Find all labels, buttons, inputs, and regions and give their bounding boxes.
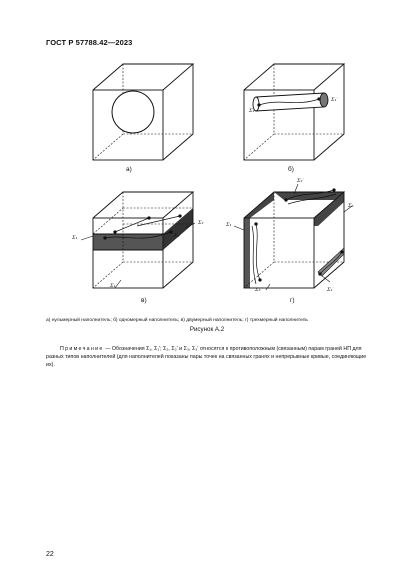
figure-g-label: г) <box>290 297 295 304</box>
figure-a-label: а) <box>126 166 132 173</box>
symbol-g-right: Σ₃ <box>348 203 354 209</box>
document-header: ГОСТ Р 57788.42—2023 <box>46 38 133 47</box>
symbol-v-inner: Σ₂′ <box>174 233 181 239</box>
symbol-g-left: Σ₁ <box>226 222 232 228</box>
page-number: 22 <box>46 551 54 558</box>
figure-b-cube-with-rod <box>226 60 356 170</box>
note-text: — Обозначения Σ₁, Σ₁′; Σ₂, Σ₂′ и Σ₃, Σ₃′ относятся к противоположным (связанным) парам граней НП для разных типов наполнителей (для наполнителей показаны пары точек на связанных гранях и непрерывные кривые, соединяющие их). <box>46 346 367 368</box>
note-lead: Примечание <box>60 346 104 352</box>
figure-v-label: в) <box>141 297 147 304</box>
figure-a-cube-with-ball <box>75 60 195 170</box>
symbol-v-bottom: Σ₁′ <box>110 283 117 289</box>
symbol-g-top: Σ₂′ <box>297 178 304 184</box>
figure-title: Рисунок А.2 <box>189 326 225 333</box>
symbol-g-bottom-left: Σ₃′ <box>255 287 262 293</box>
figure-b-label: б) <box>288 166 294 173</box>
symbol-v-right: Σ₂ <box>198 220 204 226</box>
note-paragraph <box>46 345 368 369</box>
figure-caption: а) нульмерный наполнитель; б) одномерный наполнитель; в) двумерный наполнитель; г) трехмерный наполнитель <box>46 318 308 323</box>
symbol-v-left: Σ₁ <box>72 235 78 241</box>
figure-g-cube-three-dimensional <box>226 180 366 302</box>
symbol-b-left: Σ₁ <box>249 108 255 114</box>
figure-v-cube-with-layer <box>75 188 205 303</box>
symbol-b-right: Σ₁′ <box>331 97 338 103</box>
symbol-g-bottom-right: Σ₁′ <box>327 287 334 293</box>
